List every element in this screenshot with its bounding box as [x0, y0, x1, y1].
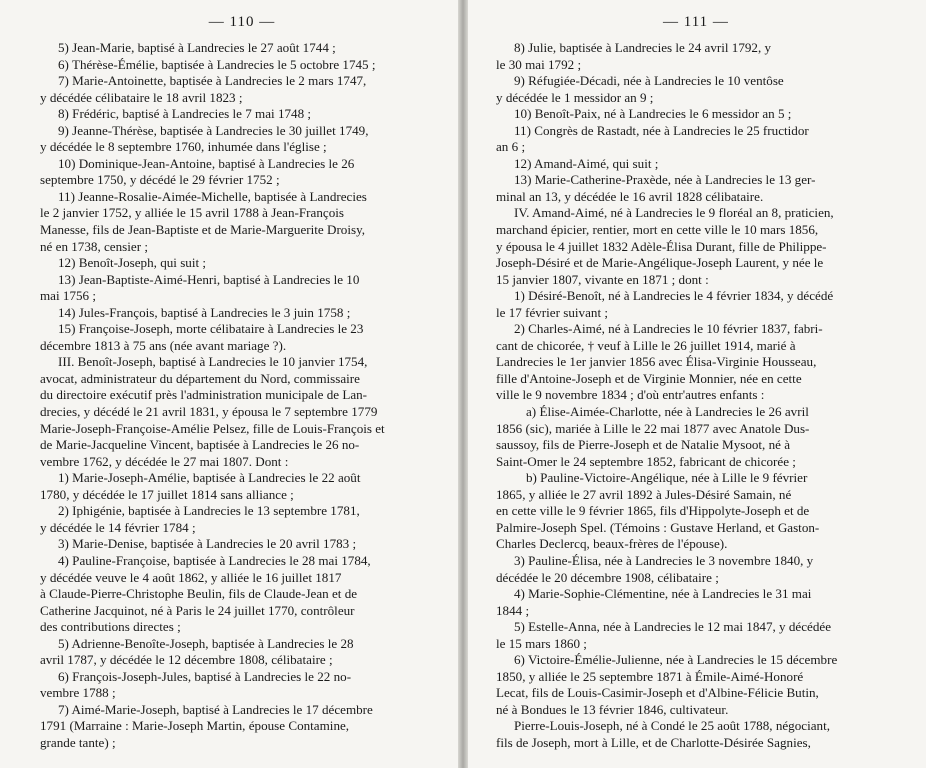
right-page	[468, 0, 926, 768]
text-line: 1780, y décédée le 17 juillet 1814 sans alliance ;	[40, 486, 294, 502]
text-line: 8) Julie, baptisée à Landrecies le 24 avril 1792, y	[514, 40, 772, 55]
text-line: 11) Jeanne-Rosalie-Aimée-Michelle, baptisée à Landrecies	[58, 188, 367, 204]
text-line: à Claude-Pierre-Christophe Beulin, fils de Claude-Jean et de	[40, 586, 358, 602]
text-line: cant de chicorée, † veuf à Lille le 26 juillet 1914, marié à	[496, 337, 796, 353]
text-line: an 6 ;	[496, 139, 526, 155]
text-line: 5) Adrienne-Benoîte-Joseph, baptisée à Landrecies le 28	[58, 635, 354, 651]
text-line: Palmire-Joseph Spel. (Témoins : Gustave Herland, et Gaston-	[496, 519, 820, 535]
left-page-text	[40, 40, 444, 752]
text-line: III. Benoît-Joseph, baptisé à Landrecies le 10 janvier 1754,	[58, 354, 368, 370]
text-line: 6) François-Joseph-Jules, baptisé à Landrecies le 22 no-	[58, 668, 352, 684]
text-line: fils de Joseph, mort à Lille, et de Charlotte-Désirée Sagnies,	[496, 734, 811, 750]
right-page-number: — 111 —	[663, 14, 729, 30]
text-line: 6) Victoire-Émélie-Julienne, née à Landrecies le 15 décembre	[514, 652, 838, 668]
text-line: 12) Amand-Aimé, qui suit ;	[514, 155, 659, 171]
text-line: de Marie-Jacqueline Vincent, baptisée à Landrecies le 26 no-	[40, 437, 360, 453]
text-line: 7) Marie-Antoinette, baptisée à Landrecies le 2 mars 1747,	[58, 73, 367, 89]
text-line: Manesse, fils de Jean-Baptiste et de Marie-Marguerite Droisy,	[40, 222, 366, 238]
text-line: y décédée le 8 septembre 1760, inhumée dans l'église ;	[40, 139, 327, 155]
text-line: vembre 1788 ;	[40, 685, 116, 701]
text-line: 1) Désiré-Benoît, né à Landrecies le 4 février 1834, y décédé	[514, 288, 834, 304]
text-line: 1865, y alliée le 27 avril 1892 à Jules-Désiré Samain, né	[496, 486, 792, 502]
text-line: 1850, y alliée le 25 septembre 1871 à Émile-Aimé-Honoré	[496, 668, 804, 684]
text-line: né à Bondues le 13 février 1846, cultivateur.	[496, 701, 729, 717]
text-line: né en 1738, censier ;	[40, 238, 148, 254]
text-line: 9) Jeanne-Thérèse, baptisée à Landrecies le 30 juillet 1749,	[58, 122, 369, 138]
text-line: le 15 mars 1860 ;	[496, 635, 587, 651]
text-line: des contributions directes ;	[40, 619, 181, 635]
text-line: 3) Pauline-Élisa, née à Landrecies le 3 novembre 1840, y	[514, 552, 814, 568]
text-line: 12) Benoît-Joseph, qui suit ;	[58, 255, 207, 271]
text-line: 6) Thérèse-Émélie, baptisée à Landrecies le 5 octobre 1745 ;	[58, 56, 376, 72]
text-line: 13) Jean-Baptiste-Aimé-Henri, baptisé à Landrecies le 10	[58, 271, 360, 287]
text-line: avocat, administrateur du département du Nord, commissaire	[40, 370, 360, 386]
text-line: 1) Marie-Joseph-Amélie, baptisée à Landrecies le 22 août	[58, 470, 361, 486]
text-line: 2) Iphigénie, baptisée à Landrecies le 13 septembre 1781,	[58, 503, 360, 519]
text-line: 15 janvier 1807, vivante en 1871 ; dont :	[496, 271, 709, 287]
text-line: minal an 13, y décédée le 16 avril 1828 célibataire.	[496, 188, 764, 204]
text-line: 4) Marie-Sophie-Clémentine, née à Landrecies le 31 mai	[514, 586, 812, 602]
text-line: Saint-Omer le 24 septembre 1852, fabricant de chicorée ;	[496, 453, 796, 469]
text-line: y décédée veuve le 4 août 1862, y alliée le 16 juillet 1817	[40, 569, 342, 585]
text-line: Joseph-Désiré et de Marie-Angélique-Joseph Laurent, y née le	[496, 255, 824, 271]
text-line: y épousa le 4 juillet 1832 Adèle-Élisa Durant, fille de Philippe-	[496, 238, 827, 254]
text-line: y décédée le 14 février 1784 ;	[40, 519, 196, 535]
text-line: fille d'Antoine-Joseph et de Virginie Monnier, née en cette	[496, 370, 802, 386]
text-line: Charles Declercq, beaux-frères de l'épouse).	[496, 536, 728, 552]
text-line: 3) Marie-Denise, baptisée à Landrecies le 20 avril 1783 ;	[58, 536, 357, 552]
text-line: 5) Estelle-Anna, née à Landrecies le 12 mai 1847, y décédée	[514, 619, 832, 635]
text-line: 1856 (sic), mariée à Lille le 22 mai 1877 avec Anatole Dus-	[496, 420, 810, 436]
text-line: en cette ville le 9 février 1865, fils d'Hippolyte-Joseph et de	[496, 503, 810, 519]
text-line: décédée le 20 décembre 1908, célibataire ;	[496, 569, 719, 585]
text-line: marchand épicier, rentier, mort en cette ville le 10 mars 1856,	[496, 222, 819, 238]
text-line: a) Élise-Aimée-Charlotte, née à Landrecies le 26 avril	[526, 404, 809, 420]
text-line: Marie-Joseph-Françoise-Amélie Pelsez, fille de Louis-François et	[40, 420, 385, 436]
text-line: 15) Françoise-Joseph, morte célibataire à Landrecies le 23	[58, 321, 364, 337]
text-line: Lecat, fils de Louis-Casimir-Joseph et d'Albine-Félicie Butin,	[496, 685, 819, 701]
text-line: saussoy, fils de Pierre-Joseph et de Natalie Mysoot, né à	[496, 437, 791, 453]
text-line: y décédée le 1 messidor an 9 ;	[496, 89, 654, 105]
text-line: 10) Benoît-Paix, né à Landrecies le 6 messidor an 5 ;	[514, 106, 792, 122]
text-line: le 30 mai 1792 ;	[496, 56, 582, 72]
text-line: y décédée célibataire le 18 avril 1823 ;	[40, 89, 243, 105]
text-line: drecies, y décédé le 21 avril 1831, y épousa le 7 septembre 1779	[40, 404, 378, 420]
text-line: du directoire exécutif près l'administration municipale de Lan-	[40, 387, 368, 403]
text-line: 4) Pauline-Françoise, baptisée à Landrecies le 28 mai 1784,	[58, 552, 371, 568]
text-line: b) Pauline-Victoire-Angélique, née à Lille le 9 février	[526, 470, 808, 486]
text-line: 2) Charles-Aimé, né à Landrecies le 10 février 1837, fabri-	[514, 321, 823, 337]
text-line: 8) Frédéric, baptisé à Landrecies le 7 mai 1748 ;	[58, 106, 312, 122]
text-line: septembre 1750, y décédé le 29 février 1752 ;	[40, 172, 280, 188]
text-line: 14) Jules-François, baptisé à Landrecies le 3 juin 1758 ;	[58, 304, 351, 320]
text-line: décembre 1813 à 75 ans (née avant mariage ?).	[40, 337, 287, 353]
text-line: 11) Congrès de Rastadt, née à Landrecies le 25 fructidor	[514, 122, 809, 138]
text-line: 10) Dominique-Jean-Antoine, baptisé à Landrecies le 26	[58, 155, 355, 171]
text-line: vembre 1762, y décédée le 27 mai 1807. Dont :	[40, 453, 289, 469]
text-line: ville le 9 novembre 1834 ; d'où entr'autres enfants :	[496, 387, 765, 403]
text-line: Catherine Jacquinot, né à Paris le 24 juillet 1770, contrôleur	[40, 602, 355, 618]
text-line: mai 1756 ;	[40, 288, 97, 304]
book-gutter	[458, 0, 468, 768]
text-line: le 2 janvier 1752, y alliée le 15 avril 1788 à Jean-François	[40, 205, 344, 221]
right-page-text	[496, 40, 896, 752]
text-line: 1844 ;	[496, 602, 530, 618]
left-page	[0, 0, 458, 768]
text-line: le 17 février suivant ;	[496, 304, 608, 320]
text-line: 7) Aimé-Marie-Joseph, baptisé à Landrecies le 17 décembre	[58, 701, 373, 717]
text-line: grande tante) ;	[40, 734, 116, 750]
text-line: 1791 (Marraine : Marie-Joseph Martin, épouse Contamine,	[40, 718, 350, 734]
left-page-number: — 110 —	[208, 14, 276, 30]
text-line: 13) Marie-Catherine-Praxède, née à Landrecies le 13 ger-	[514, 172, 816, 188]
text-line: Landrecies le 1er janvier 1856 avec Élisa-Virginie Housseau,	[496, 354, 817, 370]
text-line: IV. Amand-Aimé, né à Landrecies le 9 floréal an 8, praticien,	[514, 205, 834, 221]
text-line: Pierre-Louis-Joseph, né à Condé le 25 août 1788, négociant,	[514, 718, 830, 734]
text-line: 5) Jean-Marie, baptisé à Landrecies le 27 août 1744 ;	[58, 40, 336, 55]
text-line: 9) Réfugiée-Décadi, née à Landrecies le 10 ventôse	[514, 73, 784, 89]
text-line: avril 1787, y décédée le 12 décembre 1808, célibataire ;	[40, 652, 333, 668]
